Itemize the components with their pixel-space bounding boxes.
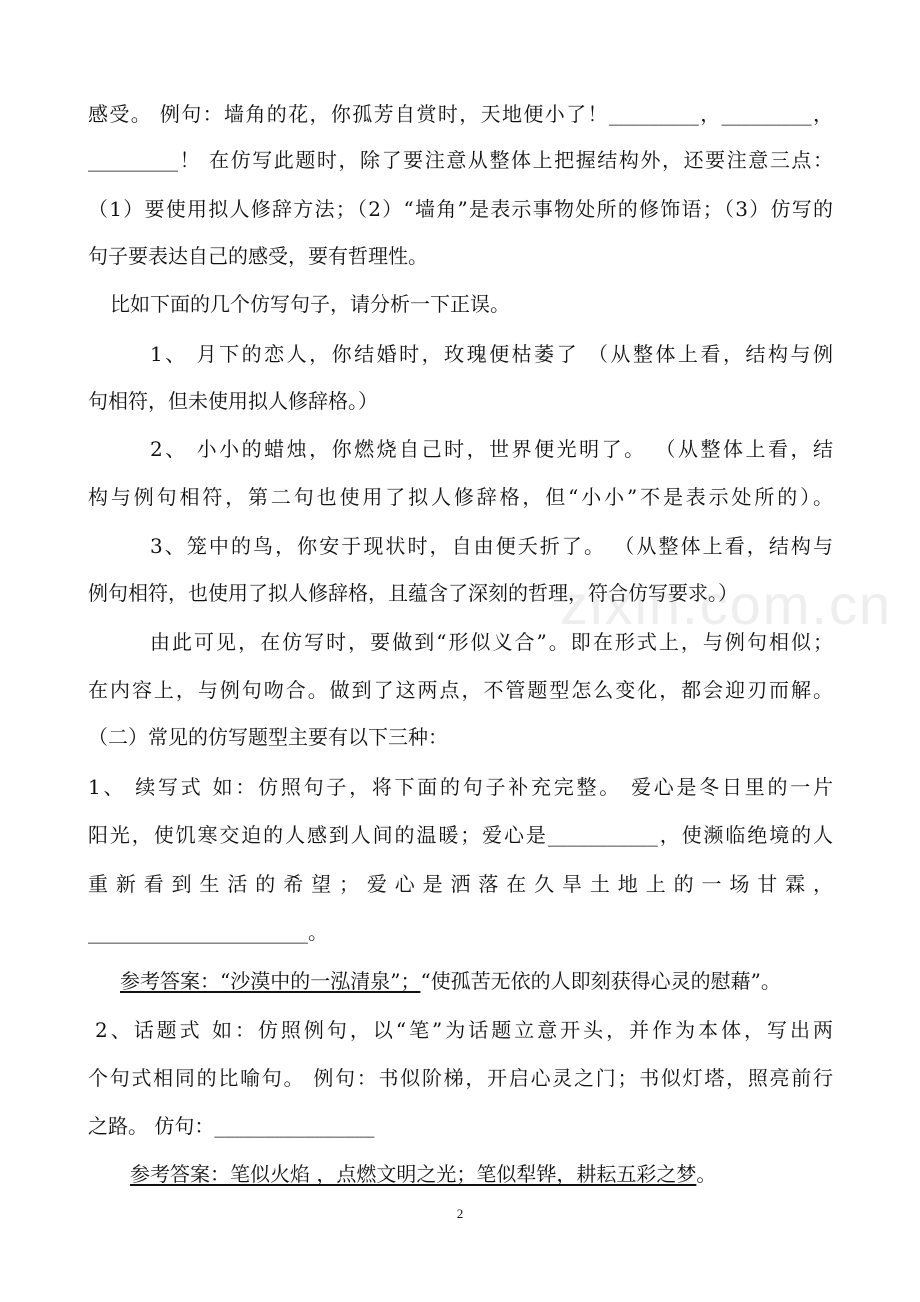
text-line: 感受。 例句：墙角的花，你孤芳自赏时，天地便小了！_________，_________， xyxy=(88,102,833,126)
reference-answer-2 xyxy=(130,1154,833,1194)
text-line: 例句相符，也使用了拟人修辞格，且蕴含了深刻的哲理，符合仿写要求。） xyxy=(88,581,738,605)
text-line: 构与例句相符，第二句也使用了拟人修辞格，但“小小”不是表示处所的）。 xyxy=(88,485,833,509)
text-line: 比如下面的几个仿写句子，请分析一下正误。 xyxy=(110,292,510,316)
text-line: 个句式相同的比喻句。 例句：书似阶梯，开启心灵之门；书似灯塔，照亮前行 xyxy=(88,1066,833,1090)
text-line: 重新看到生活的希望；爱心是洒落在久旱土地上的一场甘霖， xyxy=(88,872,833,896)
page-number: 2 xyxy=(456,1206,464,1221)
text-line: 句相符，但未使用拟人修辞格。） xyxy=(88,389,378,413)
text-line: 在内容上，与例句吻合。做到了这两点，不管题型怎么变化，都会迎刃而解。 xyxy=(88,678,833,702)
answer-end: 。 xyxy=(696,1162,717,1186)
text-line: 2、话题式 如：仿照例句，以“笔”为话题立意开头，并作为本体，写出两 xyxy=(95,1018,833,1042)
reference-answer-1 xyxy=(120,961,833,1001)
answer-label: 参考答案：“沙漠中的一泓清泉”； xyxy=(120,969,421,993)
answer-text: 参考答案：笔似火焰 ，点燃文明之光；笔似犁铧，耕耘五彩之梦 xyxy=(130,1162,697,1186)
text-line: 阳光，使饥寒交迫的人感到人间的温暖；爱心是___________，使濒临绝境的人 xyxy=(88,823,833,847)
text-line: 句子要表达自己的感受，要有哲理性。 xyxy=(88,244,428,268)
text-line: 2、 小小的蜡烛，你燃烧自己时，世界便光明了。 （从整体上看，结 xyxy=(150,437,833,461)
answer-text: “使孤苦无依的人即刻获得心灵的慰藉”。 xyxy=(420,969,781,993)
text-line: 1、 月下的恋人，你结婚时，玫瑰便枯萎了 （从整体上看，结构与例 xyxy=(150,342,833,366)
text-line: 之路。 仿句：________________ xyxy=(88,1114,375,1138)
section-heading: （二）常见的仿写题型主要有以下三种： xyxy=(88,725,448,749)
text-line: 3、笼中的鸟，你安于现状时，自由便夭折了。 （从整体上看，结构与 xyxy=(150,534,833,558)
text-line: ______________________。 xyxy=(88,920,328,944)
text-line: 由此可见，在仿写时，要做到“形似义合”。即在形式上，与例句相似； xyxy=(150,630,833,654)
watermark: zixin.com.cn xyxy=(560,573,893,636)
text-line: （1）要使用拟人修辞方法；（2）“墙角”是表示事物处所的修饰语；（3）仿写的 xyxy=(88,197,833,221)
text-line: 1、 续写式 如：仿照句子，将下面的句子补充完整。 爱心是冬日里的一片 xyxy=(88,775,833,799)
text-line: _________！ 在仿写此题时，除了要注意从整体上把握结构外，还要注意三点： xyxy=(88,148,833,172)
